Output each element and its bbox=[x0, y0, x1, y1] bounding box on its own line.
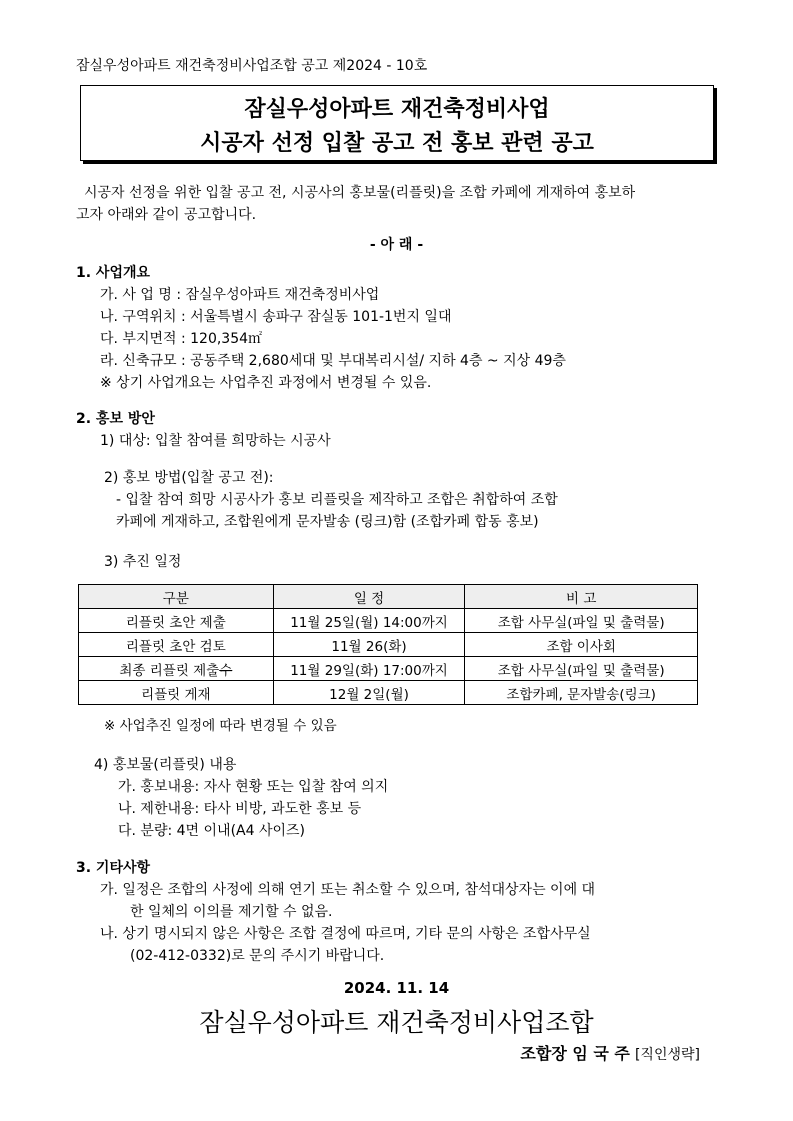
schedule-title: 3) 추진 일정 bbox=[104, 554, 182, 570]
content-title: 4) 홍보물(리플릿) 내용 bbox=[94, 757, 237, 773]
section-3-heading: 3. 기타사항 bbox=[76, 860, 151, 876]
chief-name: 조합장 임 국 주 bbox=[520, 1044, 630, 1063]
table-row bbox=[79, 657, 698, 681]
table-cell: 최종 리플릿 제출수 bbox=[79, 657, 274, 681]
section-1-heading: 1. 사업개요 bbox=[76, 265, 151, 281]
section-1-item: 다. 부지면적 : 120,354㎡ bbox=[100, 331, 263, 347]
content-item: 다. 분량: 4면 이내(A4 사이즈) bbox=[118, 823, 305, 839]
title-box bbox=[80, 85, 714, 161]
struck-character: 수 bbox=[219, 662, 233, 679]
signature-line bbox=[520, 1041, 700, 1064]
seal-omitted: [직인생략] bbox=[634, 1047, 700, 1063]
table-row bbox=[79, 609, 698, 633]
promo-method-line-1: - 입찰 참여 희망 시공사가 홍보 리플릿을 제작하고 조합은 취합하여 조합 bbox=[116, 492, 558, 508]
schedule-header-row bbox=[79, 585, 698, 609]
table-cell: 조합 이사회 bbox=[465, 633, 698, 657]
intro-line-2: 고자 아래와 같이 공고합니다. bbox=[76, 207, 257, 223]
table-cell: 11월 29일(화) 17:00까지 bbox=[273, 657, 465, 681]
organization-name: 잠실우성아파트 재건축정비사업조합 bbox=[199, 1008, 594, 1037]
content-item: 나. 제한내용: 타사 비방, 과도한 홍보 등 bbox=[118, 801, 362, 817]
table-cell: 11월 26(화) bbox=[273, 633, 465, 657]
table-cell: 조합 사무실(파일 및 출력물) bbox=[465, 657, 698, 681]
table-cell: 11월 25일(월) 14:00까지 bbox=[273, 609, 465, 633]
promo-method-title: 2) 홍보 방법(입찰 공고 전): bbox=[104, 470, 274, 486]
column-header: 일 정 bbox=[273, 585, 465, 609]
table-row bbox=[79, 681, 698, 705]
content-item: 가. 홍보내용: 자사 현황 또는 입찰 참여 의지 bbox=[118, 779, 389, 795]
table-cell: 리플릿 게재 bbox=[79, 681, 274, 705]
title-line-2: 시공자 선정 입찰 공고 전 홍보 관련 공고 bbox=[200, 131, 594, 156]
intro-line-1: 시공자 선정을 위한 입찰 공고 전, 시공사의 홍보물(리플릿)을 조합 카페에 게재하여 홍보하 bbox=[84, 185, 636, 201]
promo-target: 1) 대상: 입찰 참여를 희망하는 시공사 bbox=[100, 433, 331, 449]
etc-item-b-line-2: (02-412-0332)로 문의 주시기 바랍니다. bbox=[130, 948, 385, 964]
table-row bbox=[79, 633, 698, 657]
title-line-1: 잠실우성아파트 재건축정비사업 bbox=[244, 97, 550, 122]
announcement-date: 2024. 11. 14 bbox=[343, 979, 450, 997]
table-cell: 12월 2일(월) bbox=[273, 681, 465, 705]
section-1-note: ※ 상기 사업개요는 사업추진 과정에서 변경될 수 있음. bbox=[100, 375, 432, 391]
etc-item-a-line-1: 가. 일정은 조합의 사정에 의해 연기 또는 취소할 수 있으며, 참석대상자는 이에 대 bbox=[100, 882, 596, 898]
document-number: 잠실우성아파트 재건축정비사업조합 공고 제2024 - 10호 bbox=[76, 58, 428, 74]
etc-item-b-line-1: 나. 상기 명시되지 않은 사항은 조합 결정에 따르며, 기타 문의 사항은 조합사무실 bbox=[100, 926, 591, 942]
table-cell: 조합 사무실(파일 및 출력물) bbox=[465, 609, 698, 633]
section-1-item: 라. 신축규모 : 공동주택 2,680세대 및 부대복리시설/ 지하 4층 ~ 지상 49층 bbox=[100, 353, 566, 369]
schedule-table bbox=[78, 584, 698, 705]
column-header: 비 고 bbox=[465, 585, 698, 609]
section-2-heading: 2. 홍보 방안 bbox=[76, 411, 155, 427]
etc-item-a-line-2: 한 일체의 이의를 제기할 수 없음. bbox=[130, 904, 333, 920]
table-cell: 리플릿 초안 제출 bbox=[79, 609, 274, 633]
schedule-note: ※ 사업추진 일정에 따라 변경될 수 있음 bbox=[104, 718, 337, 734]
table-cell: 조합카페, 문자발송(링크) bbox=[465, 681, 698, 705]
section-1-item: 나. 구역위치 : 서울특별시 송파구 잠실동 101-1번지 일대 bbox=[100, 309, 452, 325]
below-marker: - 아 래 - bbox=[369, 237, 424, 253]
column-header: 구분 bbox=[79, 585, 274, 609]
promo-method-line-2: 카페에 게재하고, 조합원에게 문자발송 (링크)함 (조합카페 합동 홍보) bbox=[116, 514, 539, 530]
table-cell: 리플릿 초안 검토 bbox=[79, 633, 274, 657]
section-1-item: 가. 사 업 명 : 잠실우성아파트 재건축정비사업 bbox=[100, 287, 380, 303]
